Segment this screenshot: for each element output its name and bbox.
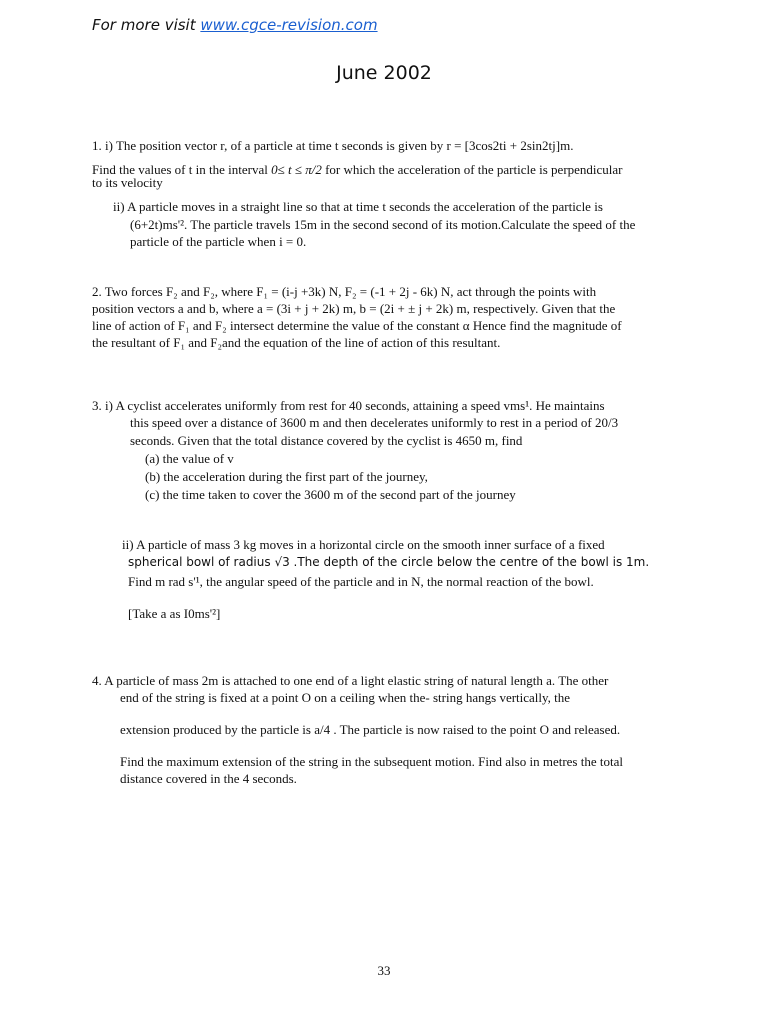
q3-line-3: seconds. Given that the total distance covered by the cyclist is 4650 m, find — [130, 433, 523, 448]
q2-line-2: position vectors a and b, where a = (3i + j + 2k) m, b = (2i + ± j + 2k) m, respectively. Given that the — [92, 301, 616, 316]
q1-ii-line-2: (6+2t)ms'². The particle travels 15m in the second second of its motion.Calculate the speed of the — [130, 217, 636, 232]
q3-part-b: (b) the acceleration during the first part of the journey, — [145, 469, 428, 484]
q4-line-2: end of the string is fixed at a point O on a ceiling when the- string hangs vertically, the — [120, 690, 571, 705]
q2-line-4: the resultant of F₁ and F₂and the equation of the line of action of this resultant. — [92, 335, 501, 350]
q1-line-2a: Find the values of t in the interval — [92, 162, 272, 177]
source-header — [92, 16, 378, 34]
q3-ii-line-3: Find m rad s'¹, the angular speed of the particle and in N, the normal reaction of the bowl. — [128, 574, 594, 589]
q1-line-2 — [92, 161, 623, 178]
q4-line-5: distance covered in the 4 seconds. — [120, 771, 297, 786]
q2-line-1: 2. Two forces F₂ and F₂, where F₁ = (i-j +3k) N, F₂ = (-1 + 2j - 6k) N, act through the points with — [92, 284, 597, 299]
q3-line-2: this speed over a distance of 3600 m and then decelerates uniformly to rest in a period of 20/3 — [130, 415, 619, 430]
source-link[interactable]: www.cgce-revision.com — [200, 16, 378, 34]
q1-line-2c: for which the acceleration of the particle is perpendicular — [321, 162, 623, 177]
q4-line-3: extension produced by the particle is a/4 . The particle is now raised to the point O and released. — [120, 722, 621, 737]
page-title: June 2002 — [336, 62, 432, 84]
q3-part-c: (c) the time taken to cover the 3600 m of the second part of the journey — [145, 487, 516, 502]
q3-ii-line-1: ii) A particle of mass 3 kg moves in a horizontal circle on the smooth inner surface of a fixed — [122, 537, 605, 552]
q1-ii-line-3: particle of the particle when i = 0. — [130, 234, 307, 249]
q1-line-1: 1. i) The position vector r, of a particle at time t seconds is given by r = [3cos2ti + 2sin2tj]m. — [92, 138, 574, 153]
q3-ii-note: [Take a as I0ms'²] — [128, 606, 221, 621]
q3-line-1: 3. i) A cyclist accelerates uniformly from rest for 40 seconds, attaining a speed vms¹. He maintains — [92, 398, 605, 413]
header-prefix: For more visit — [92, 16, 201, 34]
q4-line-1: 4. A particle of mass 2m is attached to one end of a light elastic string of natural length a. The other — [92, 673, 609, 688]
q2-line-3: line of action of F₁ and F₂ intersect determine the value of the constant α Hence find the magnitude of — [92, 318, 622, 333]
q3-ii-line-2: spherical bowl of radius √3 .The depth of the circle below the centre of the bowl is 1m. — [128, 555, 650, 569]
q1-interval: 0≤ t ≤ π/2 — [271, 162, 322, 177]
page-number: 33 — [377, 963, 391, 978]
q1-line-3: to its velocity — [92, 175, 163, 190]
q4-line-4: Find the maximum extension of the string in the subsequent motion. Find also in metres the total — [120, 754, 623, 769]
q3-part-a: (a) the value of v — [145, 451, 234, 466]
q1-ii-line-1: ii) A particle moves in a straight line so that at time t seconds the acceleration of the particle is — [113, 199, 603, 214]
